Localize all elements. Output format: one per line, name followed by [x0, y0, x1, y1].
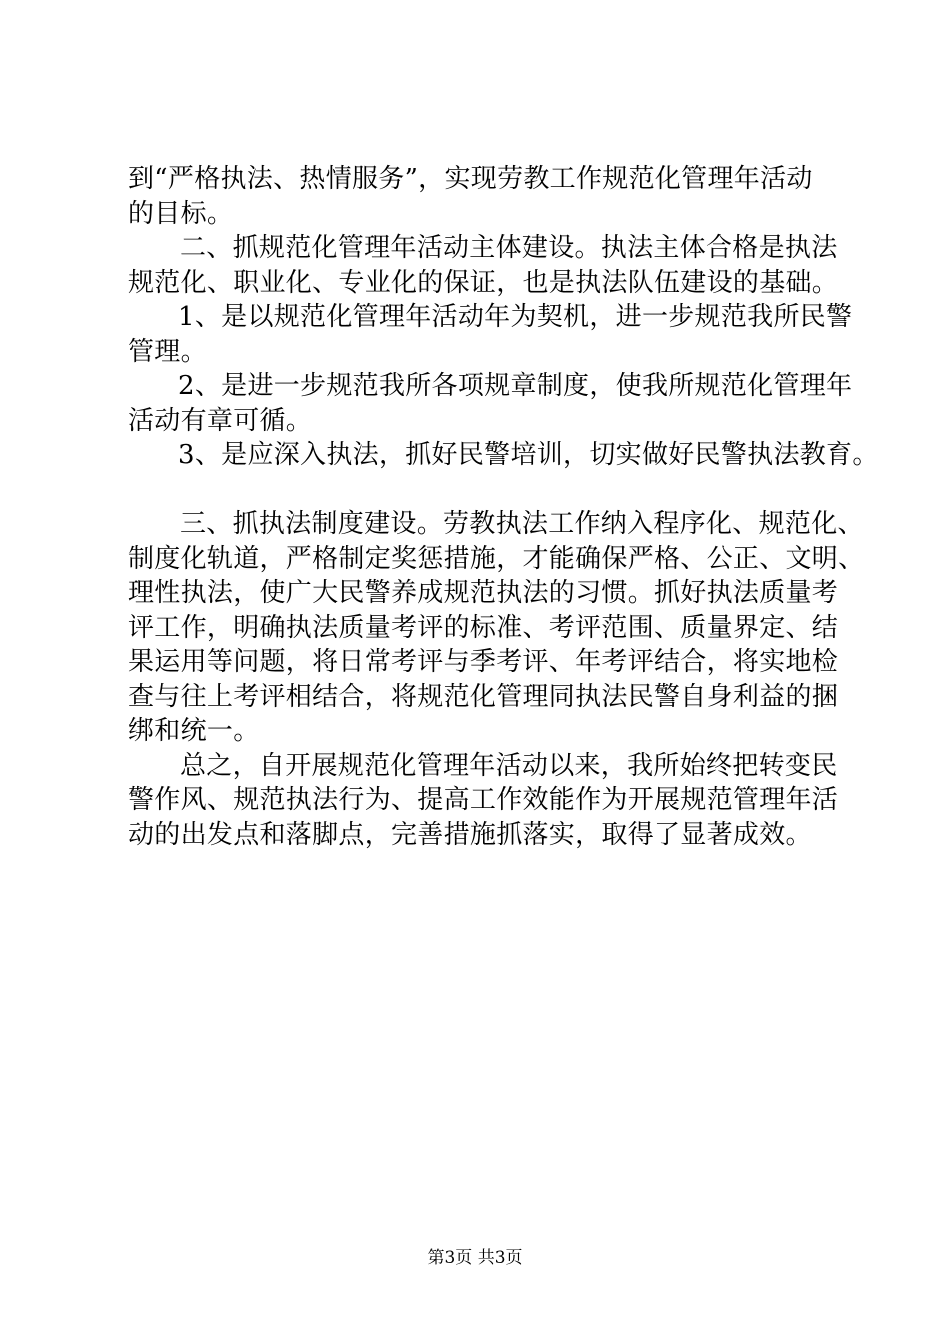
paragraph-line: 评工作，明确执法质量考评的标准、考评范围、质量界定、结	[128, 612, 839, 643]
paragraph-line: 的目标。	[128, 198, 234, 229]
paragraph-line: 3、是应深入执法，抓好民警培训，切实做好民警执法教育。	[178, 440, 879, 470]
paragraph-line: 1、是以规范化管理年活动年为契机，进一步规范我所民警	[178, 302, 853, 332]
paragraph-line: 管理。	[128, 336, 207, 367]
paragraph-line: 查与往上考评相结合，将规范化管理同执法民警自身利益的捆	[128, 681, 839, 712]
paragraph-line: 果运用等问题，将日常考评与季考评、年考评结合，将实地检	[128, 647, 839, 677]
paragraph-gap	[128, 473, 848, 508]
paragraph-line: 活动有章可循。	[128, 405, 313, 436]
paragraph-line: 总之，自开展规范化管理年活动以来，我所始终把转变民	[180, 750, 838, 781]
paragraph-line: 绑和统一。	[128, 716, 260, 746]
paragraph-line: 二、抓规范化管理年活动主体建设。执法主体合格是执法	[180, 233, 838, 263]
paragraph-line: 动的出发点和落脚点，完善措施抓落实，取得了显著成效。	[128, 819, 812, 850]
paragraph-line: 三、抓执法制度建设。劳教执法工作纳入程序化、规范化、	[180, 509, 864, 539]
paragraph-line: 警作风、规范执法行为、提高工作效能作为开展规范管理年活	[128, 785, 839, 815]
paragraph-line: 理性执法，使广大民警养成规范执法的习惯。抓好执法质量考	[128, 578, 839, 608]
paragraph-line: 2、是进一步规范我所各项规章制度，使我所规范化管理年	[178, 371, 853, 401]
paragraph-line: 规范化、职业化、专业化的保证，也是执法队伍建设的基础。	[128, 267, 839, 298]
document-body	[128, 162, 879, 852]
paragraph-line: 到“严格执法、热情服务”，实现劳教工作规范化管理年活动	[128, 164, 813, 194]
page-footer: 第3页 共3页	[427, 1248, 523, 1268]
paragraph-line: 制度化轨道，严格制定奖惩措施，才能确保严格、公正、文明、	[128, 543, 865, 574]
